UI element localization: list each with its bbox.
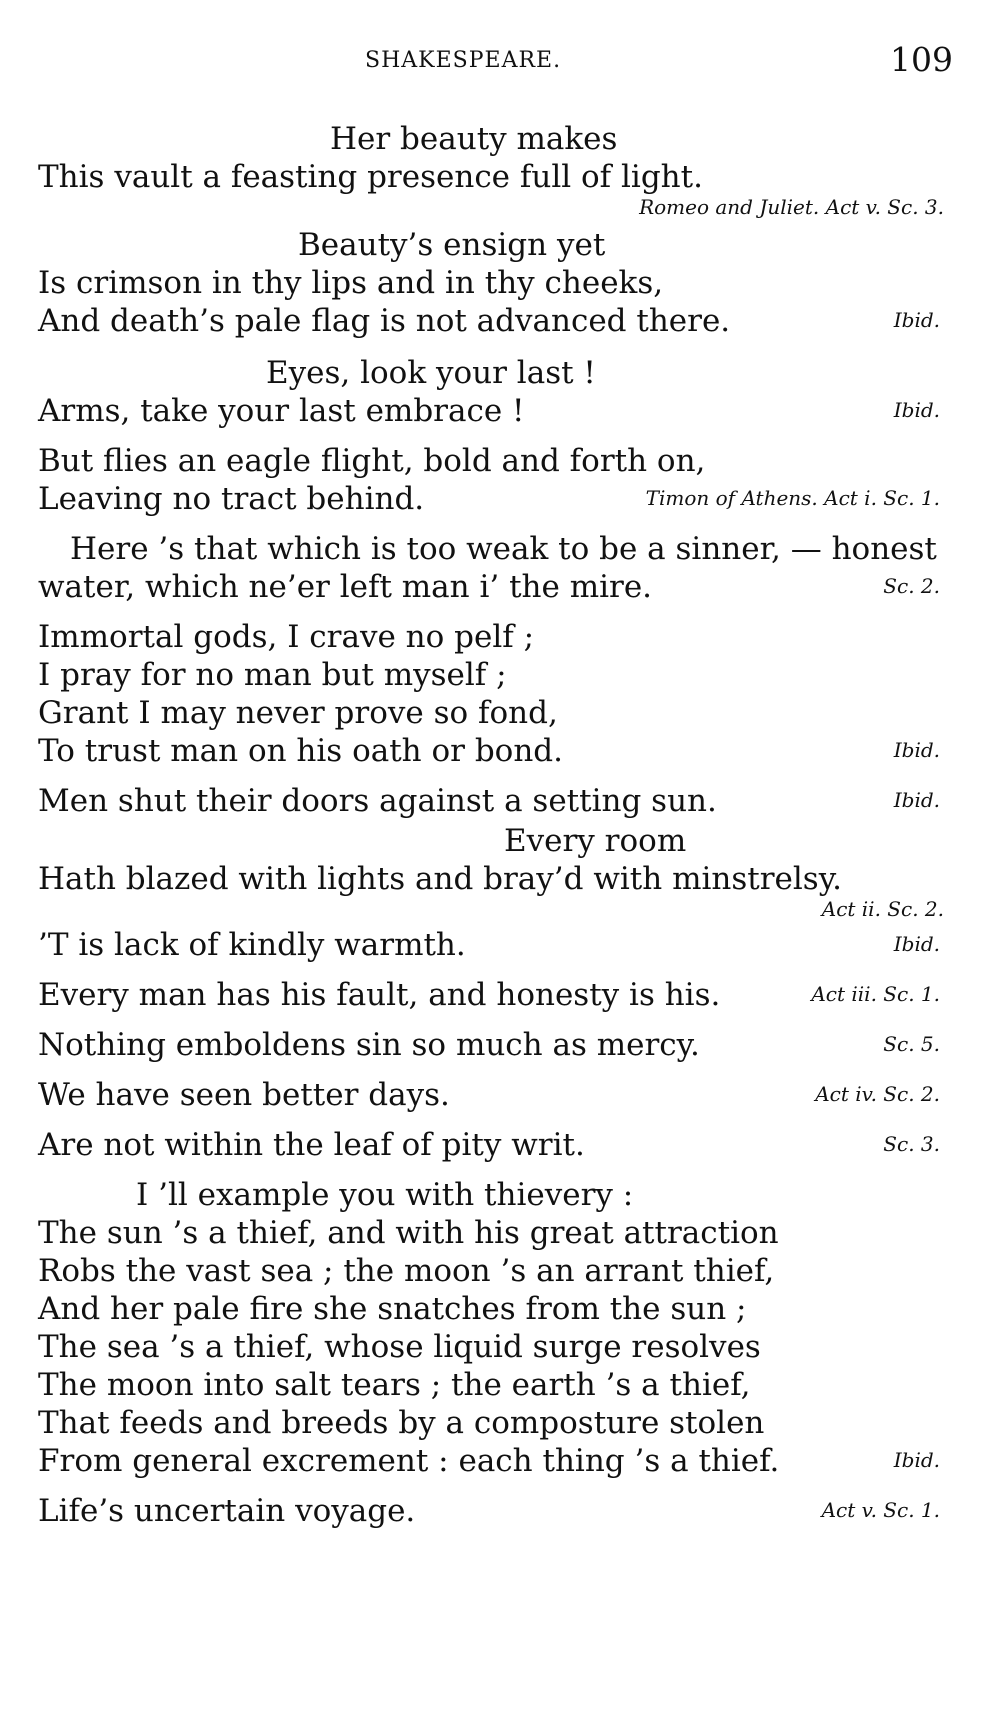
quote-entry: [38, 1026, 948, 1064]
quote-source: Ibid.: [893, 788, 940, 812]
quote-line: Immortal gods, I crave no pelf ;: [38, 619, 535, 655]
quote-line: This vault a feasting presence full of light.: [38, 159, 703, 195]
quote-entry: [38, 926, 948, 964]
quote-entry: [38, 822, 948, 922]
quote-source: Ibid.: [893, 398, 940, 422]
quote-source: Ibid.: [893, 738, 940, 762]
quote-entry: [38, 1076, 948, 1114]
quote-entry: [38, 226, 948, 340]
quote-entry: [38, 782, 948, 820]
quote-source: Ibid.: [893, 1448, 940, 1472]
quote-source: Ibid.: [893, 932, 940, 956]
quote-line: Robs the vast sea ; the moon ’s an arrant thief,: [38, 1253, 775, 1289]
quote-line: Is crimson in thy lips and in thy cheeks,: [38, 265, 664, 301]
quote-line: Leaving no tract behind.: [38, 481, 425, 517]
quote-source: Timon of Athens. Act i. Sc. 1.: [645, 486, 940, 510]
quote-entry: [38, 1492, 948, 1530]
quote-entry: [38, 1126, 948, 1164]
quote-line: We have seen better days.: [38, 1077, 450, 1113]
quote-line: water, which ne’er left man i’ the mire.: [38, 569, 653, 605]
running-title: SHAKESPEARE.: [365, 48, 562, 73]
quote-line: Life’s uncertain voyage.: [38, 1493, 416, 1529]
page-header: [0, 40, 1000, 80]
quote-line: And her pale fire she snatches from the sun ;: [38, 1291, 747, 1327]
quote-line: From general excrement : each thing ’s a thief.: [38, 1443, 780, 1479]
quote-line: But flies an eagle flight, bold and forth on,: [38, 443, 706, 479]
quote-source: Act iii. Sc. 1.: [811, 982, 940, 1006]
quote-line: Grant I may never prove so fond,: [38, 695, 558, 731]
quote-line: And death’s pale flag is not advanced there.: [38, 303, 731, 339]
quote-line: Eyes, look your last !: [266, 355, 596, 391]
quote-line: Her beauty makes: [330, 121, 618, 157]
quote-source: Sc. 2.: [883, 574, 940, 598]
quote-entry: [38, 120, 948, 220]
quote-line: The sea ’s a thief, whose liquid surge resolves: [38, 1329, 761, 1365]
quote-line: Arms, take your last embrace !: [38, 393, 525, 429]
quote-line: That feeds and breeds by a composture stolen: [38, 1405, 765, 1441]
quote-source: Act ii. Sc. 2.: [821, 897, 944, 921]
quote-entry: [38, 618, 948, 770]
quote-entry: [38, 530, 948, 606]
quote-line: ’T is lack of kindly warmth.: [38, 927, 466, 963]
quote-source: Romeo and Juliet. Act v. Sc. 3.: [639, 195, 944, 219]
page-number: 109: [890, 40, 953, 79]
quote-line: To trust man on his oath or bond.: [38, 733, 564, 769]
quote-source: Sc. 5.: [883, 1032, 940, 1056]
quote-line: Every room: [504, 823, 687, 859]
quote-source: Act iv. Sc. 2.: [815, 1082, 940, 1106]
quote-source: Act v. Sc. 1.: [821, 1498, 940, 1522]
quote-entry: [38, 442, 948, 518]
quote-entry: [38, 976, 948, 1014]
quote-line: Nothing emboldens sin so much as mercy.: [38, 1027, 700, 1063]
quote-entry: [38, 354, 948, 430]
quote-line: Hath blazed with lights and bray’d with minstrelsy.: [38, 861, 842, 897]
quote-line: The moon into salt tears ; the earth ’s a thief,: [38, 1367, 751, 1403]
quote-line: Here ’s that which is too weak to be a sinner, — honest: [70, 531, 937, 567]
quote-line: I pray for no man but myself ;: [38, 657, 507, 693]
quotation-list: [38, 120, 948, 1530]
quote-entry: [38, 1176, 948, 1480]
quote-source: Sc. 3.: [883, 1132, 940, 1156]
quote-source: Ibid.: [893, 308, 940, 332]
quote-line: Beauty’s ensign yet: [298, 227, 606, 263]
quote-line: Are not within the leaf of pity writ.: [38, 1127, 585, 1163]
quote-line: I ’ll example you with thievery :: [136, 1177, 634, 1213]
quote-line: Every man has his fault, and honesty is his.: [38, 977, 721, 1013]
quote-line: Men shut their doors against a setting sun.: [38, 783, 717, 819]
quote-line: The sun ’s a thief, and with his great attraction: [38, 1215, 779, 1251]
